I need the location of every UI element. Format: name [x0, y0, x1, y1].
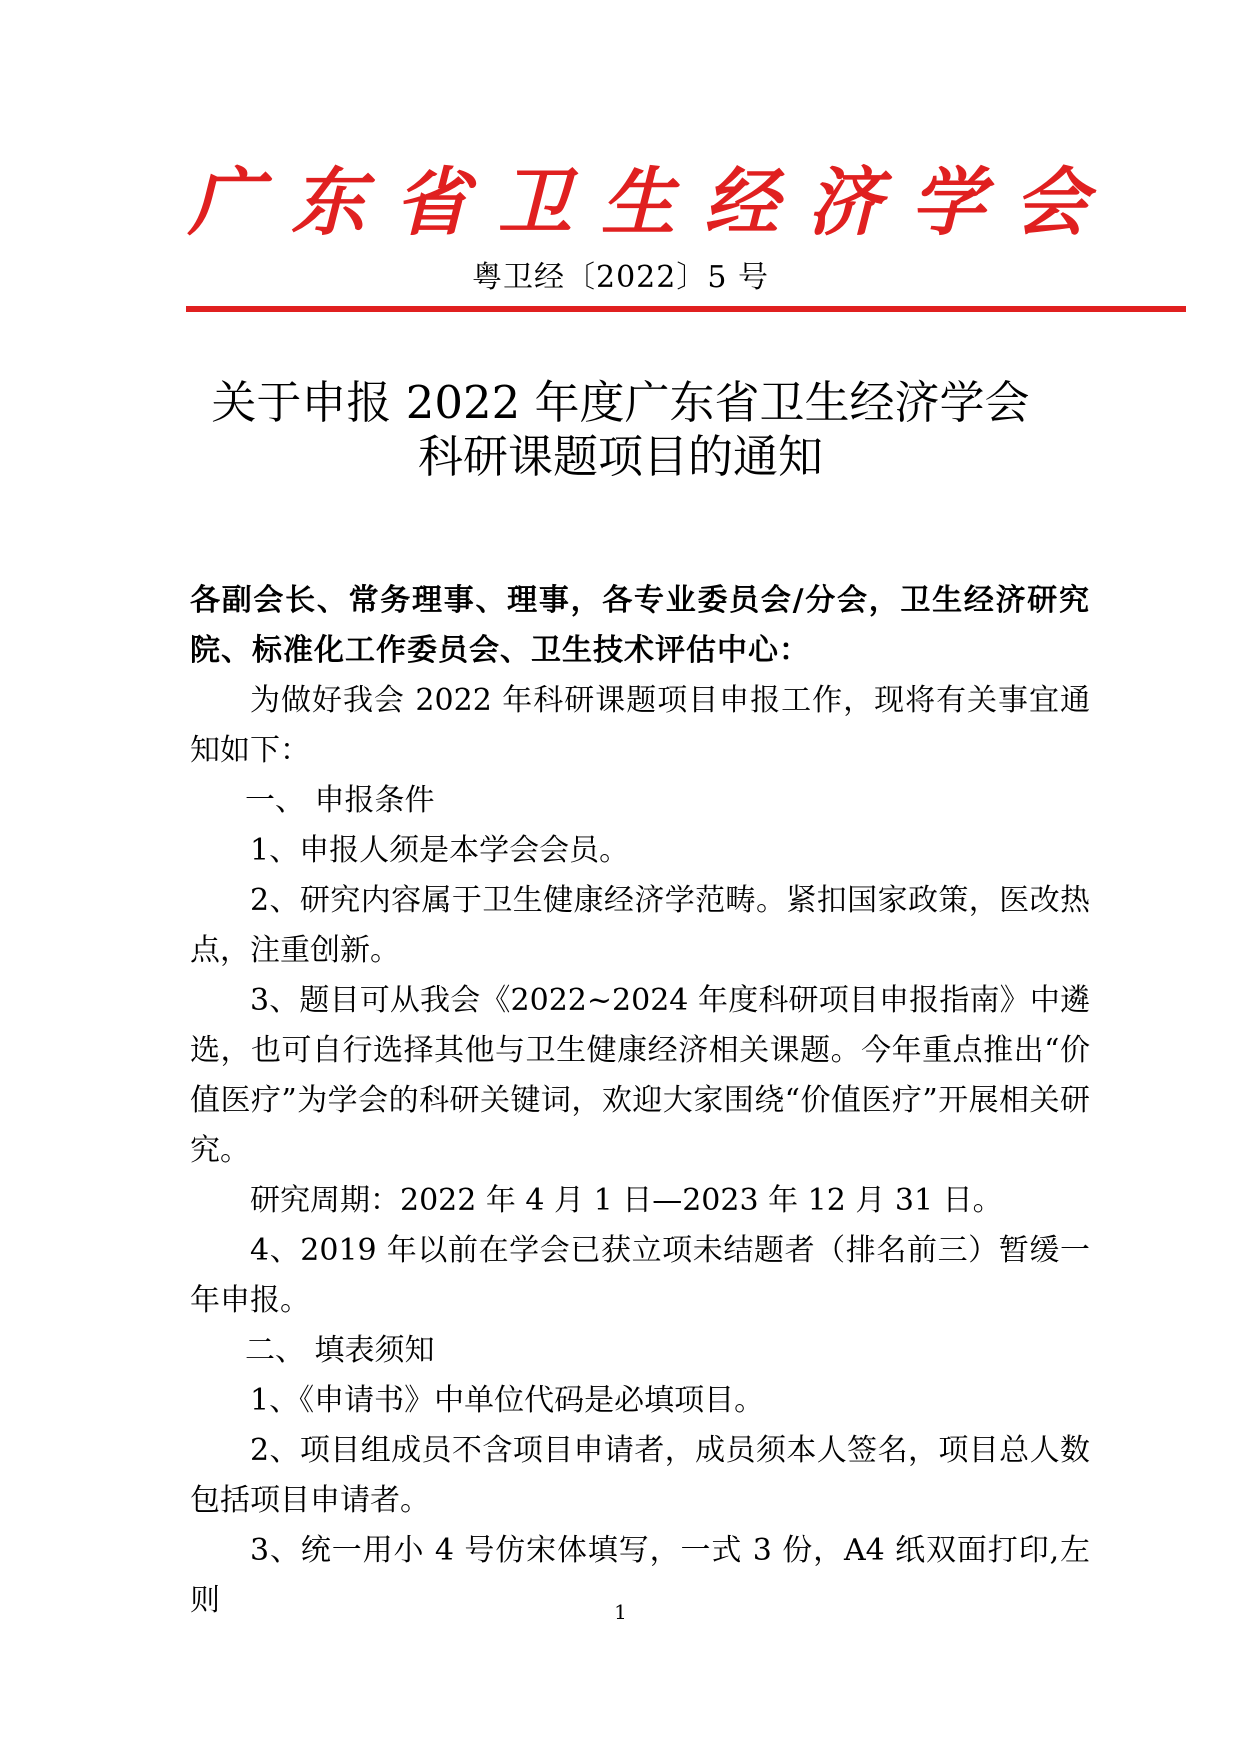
- org-char: 济: [807, 160, 882, 246]
- org-char: 学: [910, 160, 985, 246]
- addressee: 各副会长、常务理事、理事，各专业委员会/分会，卫生经济研究院、标准化工作委员会、卫生技术评估中心：: [190, 583, 1090, 668]
- condition-item-3: 3、题目可从我会《2022~2024 年度科研项目申报指南》中遴选，也可自行选择其他与卫生健康经济相关课题。今年重点推出“价值医疗”为学会的科研关键词，欢迎大家围绕“价值医疗”开展相关研究。: [190, 983, 1090, 1168]
- organization-name-header: [188, 158, 1088, 248]
- notice-title-line1: 关于申报 2022 年度广东省卫生经济学会: [211, 376, 1030, 429]
- form-item-1: 1、《申请书》中单位代码是必填项目。: [250, 1383, 765, 1418]
- notice-title: [0, 376, 1241, 484]
- org-char: 广: [188, 160, 262, 246]
- org-char: 生: [601, 160, 675, 246]
- org-char: 省: [394, 160, 469, 246]
- section-heading-form-instructions: 二、 填表须知: [245, 1333, 435, 1368]
- org-char: 东: [291, 160, 366, 246]
- intro-paragraph: 为做好我会 2022 年科研课题项目申报工作，现将有关事宜通知如下：: [190, 683, 1090, 768]
- page-number: 1: [614, 1600, 627, 1624]
- document-body: [190, 576, 1090, 1626]
- header-divider-rule: [186, 306, 1186, 312]
- org-char: 经: [704, 160, 779, 246]
- org-char: 会: [1014, 160, 1088, 246]
- section-heading-conditions: 一、 申报条件: [245, 783, 435, 818]
- notice-title-line2: 科研课题项目的通知: [417, 430, 823, 483]
- condition-item-4: 4、2019 年以前在学会已获立项未结题者（排名前三）暂缓一年申报。: [190, 1233, 1090, 1318]
- document-number: 粤卫经〔2022〕5 号: [472, 260, 769, 295]
- condition-item-1: 1、申报人须是本学会会员。: [250, 833, 630, 868]
- org-char: 卫: [497, 160, 572, 246]
- form-item-3: 3、统一用小 4 号仿宋体填写，一式 3 份，A4 纸双面打印,左则: [190, 1533, 1090, 1618]
- condition-item-2: 2、研究内容属于卫生健康经济学范畴。紧扣国家政策，医改热点，注重创新。: [190, 883, 1090, 968]
- research-period: 研究周期：2022 年 4 月 1 日—2023 年 12 月 31 日。: [250, 1183, 1003, 1218]
- form-item-2: 2、项目组成员不含项目申请者，成员须本人签名，项目总人数包括项目申请者。: [190, 1433, 1090, 1518]
